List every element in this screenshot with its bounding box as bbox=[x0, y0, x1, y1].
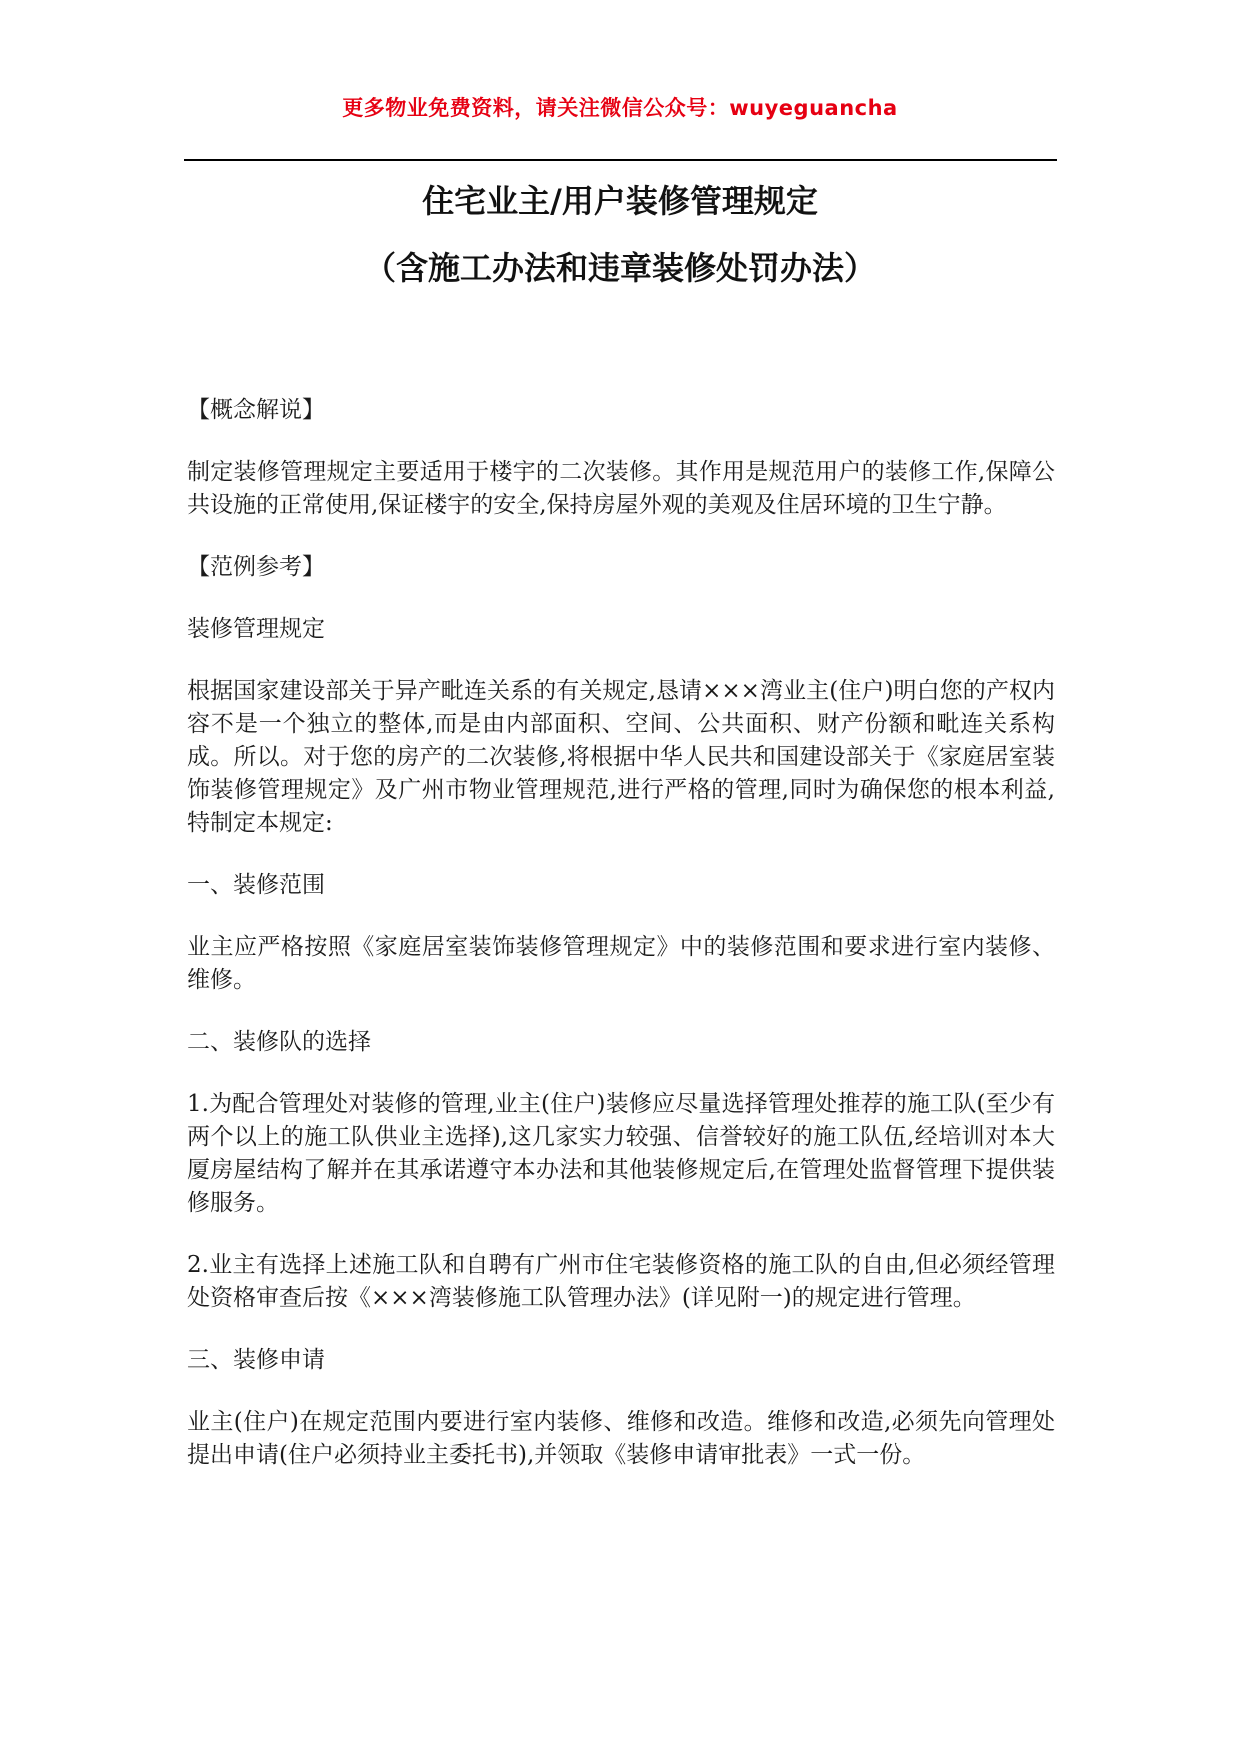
header-banner: 更多物业免费资料，请关注微信公众号：wuyeguancha bbox=[342, 96, 898, 120]
header-divider bbox=[184, 159, 1057, 161]
paragraph: 2.业主有选择上述施工队和自聘有广州市住宅装修资格的施工队的自由,但必须经管理处资格审查后按《×××湾装修施工队管理办法》(详见附一)的规定进行管理。 bbox=[187, 1252, 1055, 1311]
document-title: 住宅业主/用户装修管理规定 bbox=[422, 182, 818, 220]
paragraph: 根据国家建设部关于异产毗连关系的有关规定,恳请×××湾业主(住户)明白您的产权内容不是一个独立的整体,而是由内部面积、空间、公共面积、财产份额和毗连关系构成。所以。对于您的房产的二次装修,将根据中华人民共和国建设部关于《家庭居室装饰装修管理规定》及广州市物业管理规范,进行严格的管理,同时为确保您的根本利益,特制定本规定: bbox=[187, 678, 1055, 836]
section-heading: 一、装修范围 bbox=[187, 872, 325, 898]
paragraph: 业主应严格按照《家庭居室装饰装修管理规定》中的装修范围和要求进行室内装修、维修。 bbox=[187, 934, 1055, 993]
paragraph: 1.为配合管理处对装修的管理,业主(住户)装修应尽量选择管理处推荐的施工队(至少有两个以上的施工队供业主选择),这几家实力较强、信誉较好的施工队伍,经培训对本大厦房屋结构了解并在其承诺遵守本办法和其他装修规定后,在管理处监督管理下提供装修服务。 bbox=[187, 1091, 1055, 1216]
section-heading: 二、装修队的选择 bbox=[187, 1029, 371, 1055]
document-subtitle: （含施工办法和违章装修处罚办法） bbox=[363, 249, 876, 287]
section-heading: 三、装修申请 bbox=[187, 1347, 325, 1373]
section-label-example: 【范例参考】 bbox=[187, 554, 325, 580]
paragraph: 业主(住户)在规定范围内要进行室内装修、维修和改造。维修和改造,必须先向管理处提出申请(住户必须持业主委托书),并领取《装修申请审批表》一式一份。 bbox=[187, 1409, 1055, 1468]
section-heading: 装修管理规定 bbox=[187, 616, 325, 642]
section-label-concept: 【概念解说】 bbox=[187, 397, 325, 423]
paragraph: 制定装修管理规定主要适用于楼宇的二次装修。其作用是规范用户的装修工作,保障公共设施的正常使用,保证楼宇的安全,保持房屋外观的美观及住居环境的卫生宁静。 bbox=[187, 459, 1055, 518]
document-body bbox=[187, 394, 1055, 1501]
